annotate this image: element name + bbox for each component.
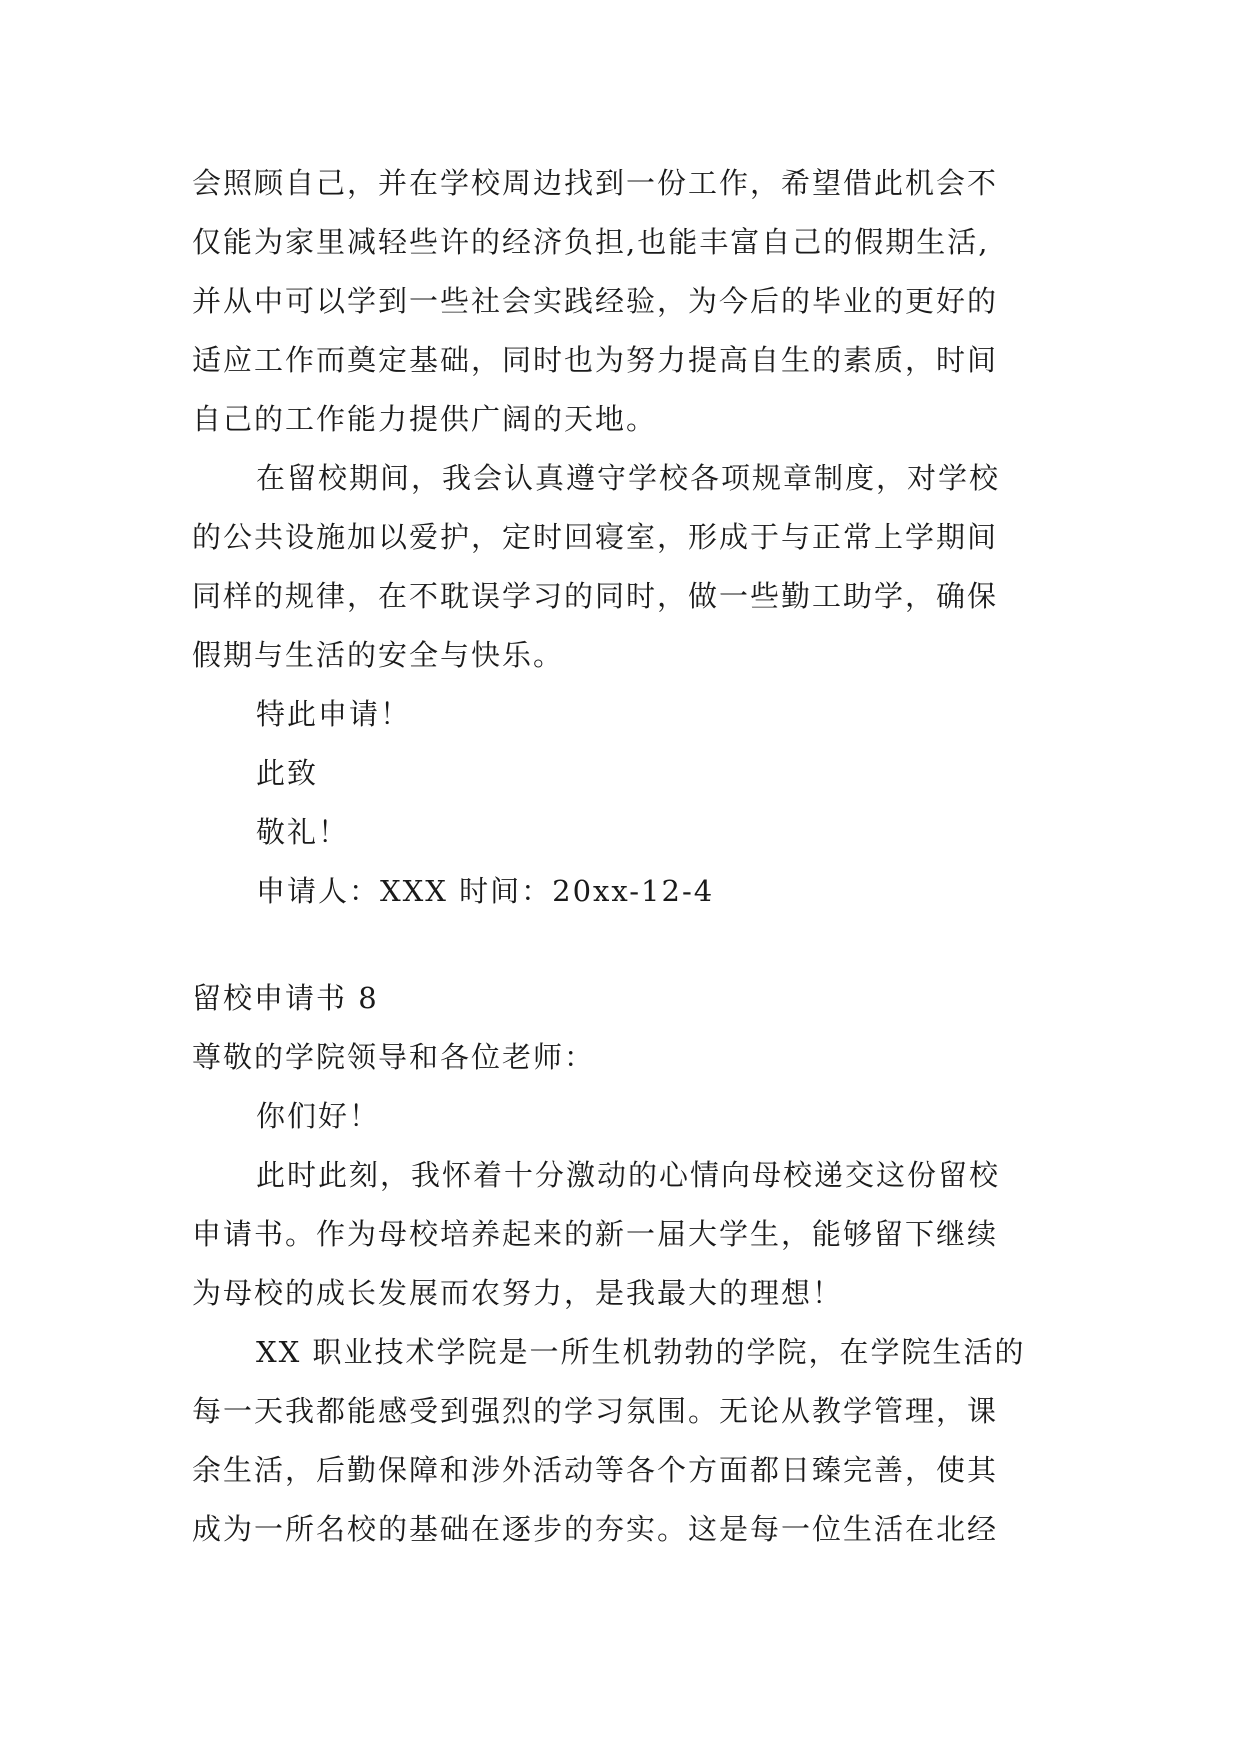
paragraph-first-line: 在留校期间，我会认真遵守学校各项规章制度，对学校 — [256, 461, 1001, 495]
text-line: 假期与生活的安全与快乐。 — [192, 638, 565, 672]
paragraph-first-line: 此时此刻，我怀着十分激动的心情向母校递交这份留校 — [256, 1158, 1001, 1192]
closing-regards: 敬礼！ — [256, 815, 350, 849]
text-line: 每一天我都能感受到强烈的学习氛围。无论从教学管理，课 — [192, 1394, 999, 1428]
text-line: 余生活，后勤保障和涉外活动等各个方面都日臻完善，使其 — [192, 1453, 999, 1487]
greeting: 你们好！ — [256, 1099, 381, 1133]
paragraph-first-line: XX 职业技术学院是一所生机勃勃的学院，在学院生活的 — [256, 1335, 1026, 1369]
text-line: 为母校的成长发展而农努力，是我最大的理想！ — [192, 1276, 844, 1310]
closing-salutation: 此致 — [256, 756, 319, 790]
text-line: 的公共设施加以爱护，定时回寝室，形成于与正常上学期间 — [192, 520, 999, 554]
text-line: 会照顾自己，并在学校周边找到一份工作，希望借此机会不 — [192, 166, 999, 200]
text-line: 申请书。作为母校培养起来的新一届大学生，能够留下继续 — [192, 1217, 999, 1251]
text-line: 同样的规律，在不耽误学习的同时，做一些勤工助学，确保 — [192, 579, 999, 613]
closing-request: 特此申请！ — [256, 697, 412, 731]
text-line: 自己的工作能力提供广阔的天地。 — [192, 402, 658, 436]
text-line: 成为一所名校的基础在逐步的夯实。这是每一位生活在北经 — [192, 1512, 999, 1546]
section-title: 留校申请书 8 — [192, 981, 379, 1015]
greeting-addressee: 尊敬的学院领导和各位老师： — [192, 1040, 596, 1074]
text-line: 适应工作而奠定基础，同时也为努力提高自生的素质，时间 — [192, 343, 999, 377]
signature-line: 申请人：XXX 时间：20xx-12-4 — [256, 874, 715, 908]
text-line: 并从中可以学到一些社会实践经验，为今后的毕业的更好的 — [192, 284, 999, 318]
text-line: 仅能为家里减轻些许的经济负担,也能丰富自己的假期生活, — [192, 225, 990, 259]
